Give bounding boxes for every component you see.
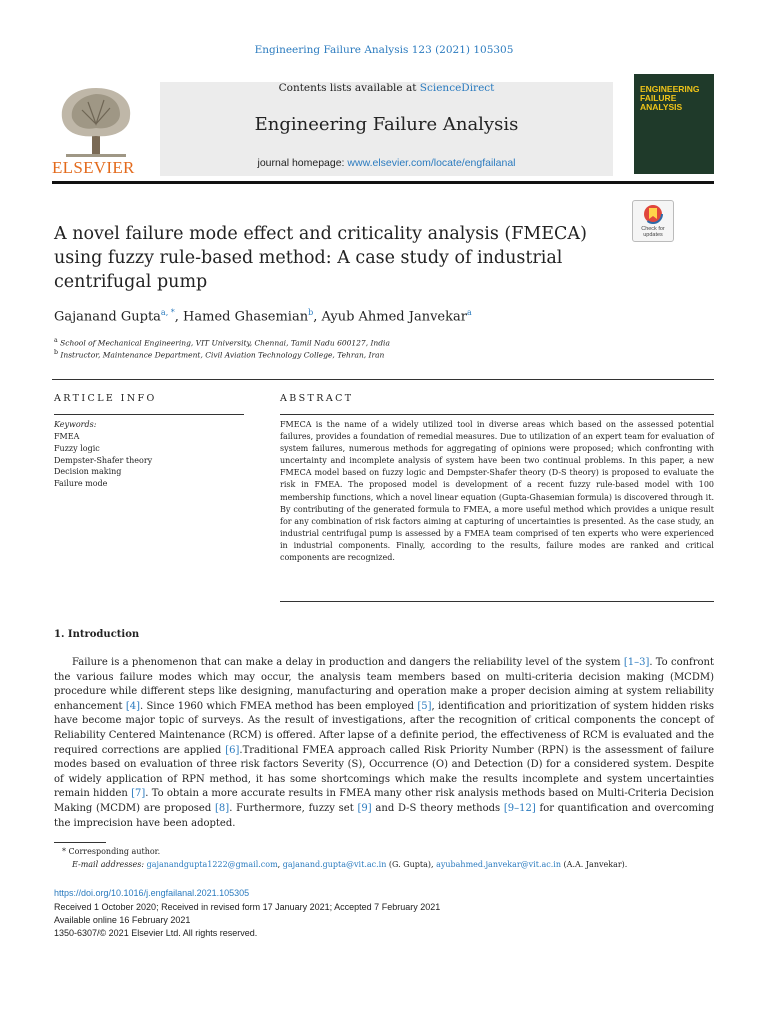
citation-link[interactable]: [7]: [131, 788, 146, 800]
homepage-link[interactable]: www.elsevier.com/locate/engfailanal: [347, 157, 516, 169]
keyword: Failure mode: [54, 479, 108, 489]
email-addresses: E-mail addresses: gajanandgupta1222@gmail.com, gajanand.gupta@vit.ac.in (G. Gupta), ayubahmed.janvekar@vit.ac.in (A.A. Janvekar).: [72, 860, 628, 869]
intro-text-run: . Furthermore, fuzzy set: [229, 802, 358, 814]
citation-link[interactable]: [4]: [125, 700, 141, 712]
citation-link[interactable]: [8]: [215, 802, 230, 814]
article-info-heading: ARTICLE INFO: [54, 393, 157, 404]
keywords-label: Keywords:: [54, 420, 97, 429]
email-owner: (G. Gupta),: [388, 860, 434, 869]
contents-line: [160, 82, 613, 94]
author-name[interactable]: Hamed Ghasemian: [183, 309, 309, 325]
corresponding-text: Corresponding author.: [68, 847, 161, 856]
citation-link[interactable]: [6]: [225, 744, 240, 756]
corresponding-author-note: [62, 847, 160, 856]
intro-text-run: . To confront the various failure modes which may occur, the analysis team members based on multi-criteria decision making (MCDM) procedure while different steps like designing, manufacturing and operation make a proper decision aiming at system reliability enhancement: [54, 657, 714, 712]
abstract-bottom-divider: [280, 601, 714, 602]
journal-citation[interactable]: Engineering Failure Analysis 123 (2021) 105305: [254, 44, 514, 56]
footnote-divider: [54, 842, 106, 843]
affiliation-mark: a: [54, 337, 58, 344]
citation-link[interactable]: [1–3]: [623, 657, 650, 668]
author-list: Gajanand Gupta$^{a, *}$, Hamed Ghasemian$^b$, Ayub Ahmed Janvekar$^a$: [54, 308, 472, 325]
intro-text-run: for quantification and overcoming the imprecision have been adopted.: [54, 802, 715, 829]
citation-link[interactable]: [9]: [357, 802, 372, 814]
introduction-heading: 1. Introduction: [54, 629, 140, 640]
available-online-date: Available online 16 February 2021: [54, 915, 191, 925]
author-marks[interactable]: b: [308, 308, 314, 317]
sciencedirect-link[interactable]: ScienceDirect: [419, 82, 495, 94]
keyword: Decision making: [54, 467, 122, 477]
email-label: E-mail addresses:: [72, 860, 145, 869]
email-owner: (A.A. Janvekar).: [563, 860, 628, 869]
affiliation: [54, 337, 390, 348]
footnote-mark: *: [62, 847, 66, 856]
email-link[interactable]: gajanandgupta1222@gmail.com: [146, 860, 278, 869]
section-divider: [52, 379, 714, 380]
copyright-line: 1350-6307/© 2021 Elsevier Ltd. All rights reserved.: [54, 928, 258, 938]
keyword: FMEA: [54, 432, 80, 441]
email-link[interactable]: ayubahmed.janvekar@vit.ac.in: [436, 860, 561, 869]
abstract-text: FMECA is the name of a widely utilized tool in diverse areas which based on the assessed potential failures, provides a foundation of remedial measures. Due to utilization of an expert team for evaluation of system failures, numerous methods for aggregating of opinions were proposed; which confronting with uncertainty and incomplete analysis of system have been two continual problems. In this paper, a new FMECA model based on fuzzy logic and Dempster-Shafer theory (D-S theory) is proposed to evaluate the risk in FMEA. The proposed model is development of a recent fuzzy rule-based model with 100 membership functions, which a novel linear equation (Gupta-Ghasemian formula) is discovered through it. By contributing of the generated formula to FMEA, a more useful method which provides a unique result for any combination of risk factors aiming at capturing of uncertainties is presented. As the case study, an industrial centrifugal pump is assessed by a FMEA team comprised of ten experts who were experienced in industrial components. Finally, according to the results, failure modes are ranked and critical components are recognized.: [280, 420, 714, 563]
abstract-divider: [280, 414, 714, 415]
contents-prefix: Contents lists available at: [278, 82, 420, 94]
journal-name: Engineering Failure Analysis: [254, 114, 519, 135]
affiliation-text: School of Mechanical Engineering, VIT University, Chennai, Tamil Nadu 600127, India: [60, 338, 390, 348]
citation-link[interactable]: [5]: [417, 700, 432, 712]
check-updates-icon: [633, 201, 673, 227]
abstract-heading: ABSTRACT: [280, 393, 354, 404]
intro-text-run: . Since 1960 which FMEA method has been employed: [140, 700, 418, 712]
intro-text-run: .Traditional FMEA approach called Risk Priority Number (RPN) is the assessment of failure modes based on evaluation of three risk factors Severity (S), Occurrence (O) and Detection (D) for a considered system. Despite of widely application of RPN method, it has some shortcomings which make the results incomplete and system uncertainties remain hidden: [54, 744, 714, 800]
author-marks[interactable]: a: [466, 308, 472, 317]
intro-text-run: and D-S theory methods: [371, 802, 504, 814]
journal-cover-title: ENGINEERING FAILURE ANALYSIS: [640, 84, 700, 112]
homepage-prefix: journal homepage:: [257, 157, 348, 169]
author-name[interactable]: Gajanand Gupta: [54, 309, 161, 325]
affiliation-mark: b: [54, 349, 59, 356]
email-link[interactable]: gajanand.gupta@vit.ac.in: [282, 860, 387, 869]
header-divider: [52, 181, 714, 184]
intro-text-run: . To obtain a more accurate results in FMEA many other risk analysis methods based on Multi-Criteria Decision Making (MCDM) are proposed: [54, 788, 714, 814]
journal-homepage-line: [160, 157, 613, 169]
author-marks[interactable]: a, *: [160, 308, 175, 317]
affiliation-text: Instructor, Maintenance Department, Civil Aviation Technology College, Tehran, Iran: [60, 350, 385, 360]
intro-text-run: Failure is a phenomenon that can make a delay in production and dangers the reliability level of the system: [72, 657, 624, 668]
citation-link[interactable]: [9–12]: [503, 802, 536, 814]
author-name[interactable]: Ayub Ahmed Janvekar: [321, 309, 467, 325]
intro-text-run: , identification and prioritization of system hidden risks have become major topic of surveys. As the result of investigations, after the recognition of critical components the concept of Reliability Centered Maintenance (RCM) is offered. After lapse of a definite period, the effectiveness of RCM is evaluated and the required corrections are applied: [54, 700, 715, 756]
check-updates-label: Check for updates: [641, 226, 665, 238]
keyword: Dempster-Shafer theory: [54, 455, 153, 465]
article-info-divider: [54, 414, 244, 415]
introduction-paragraph: [54, 656, 714, 831]
article-title: A novel failure mode effect and criticality analysis (FMECA) using fuzzy rule-based method: A case study of industrial centrifugal pump: [54, 224, 587, 292]
doi-link[interactable]: https://doi.org/10.1016/j.engfailanal.2021.105305: [54, 888, 250, 898]
received-dates: Received 1 October 2020; Received in revised form 17 January 2021; Accepted 7 February 2021: [54, 902, 441, 912]
publisher-wordmark: ELSEVIER: [52, 158, 135, 177]
keyword: Fuzzy logic: [54, 443, 100, 453]
keywords-list: [54, 431, 152, 490]
affiliation: [54, 349, 384, 360]
